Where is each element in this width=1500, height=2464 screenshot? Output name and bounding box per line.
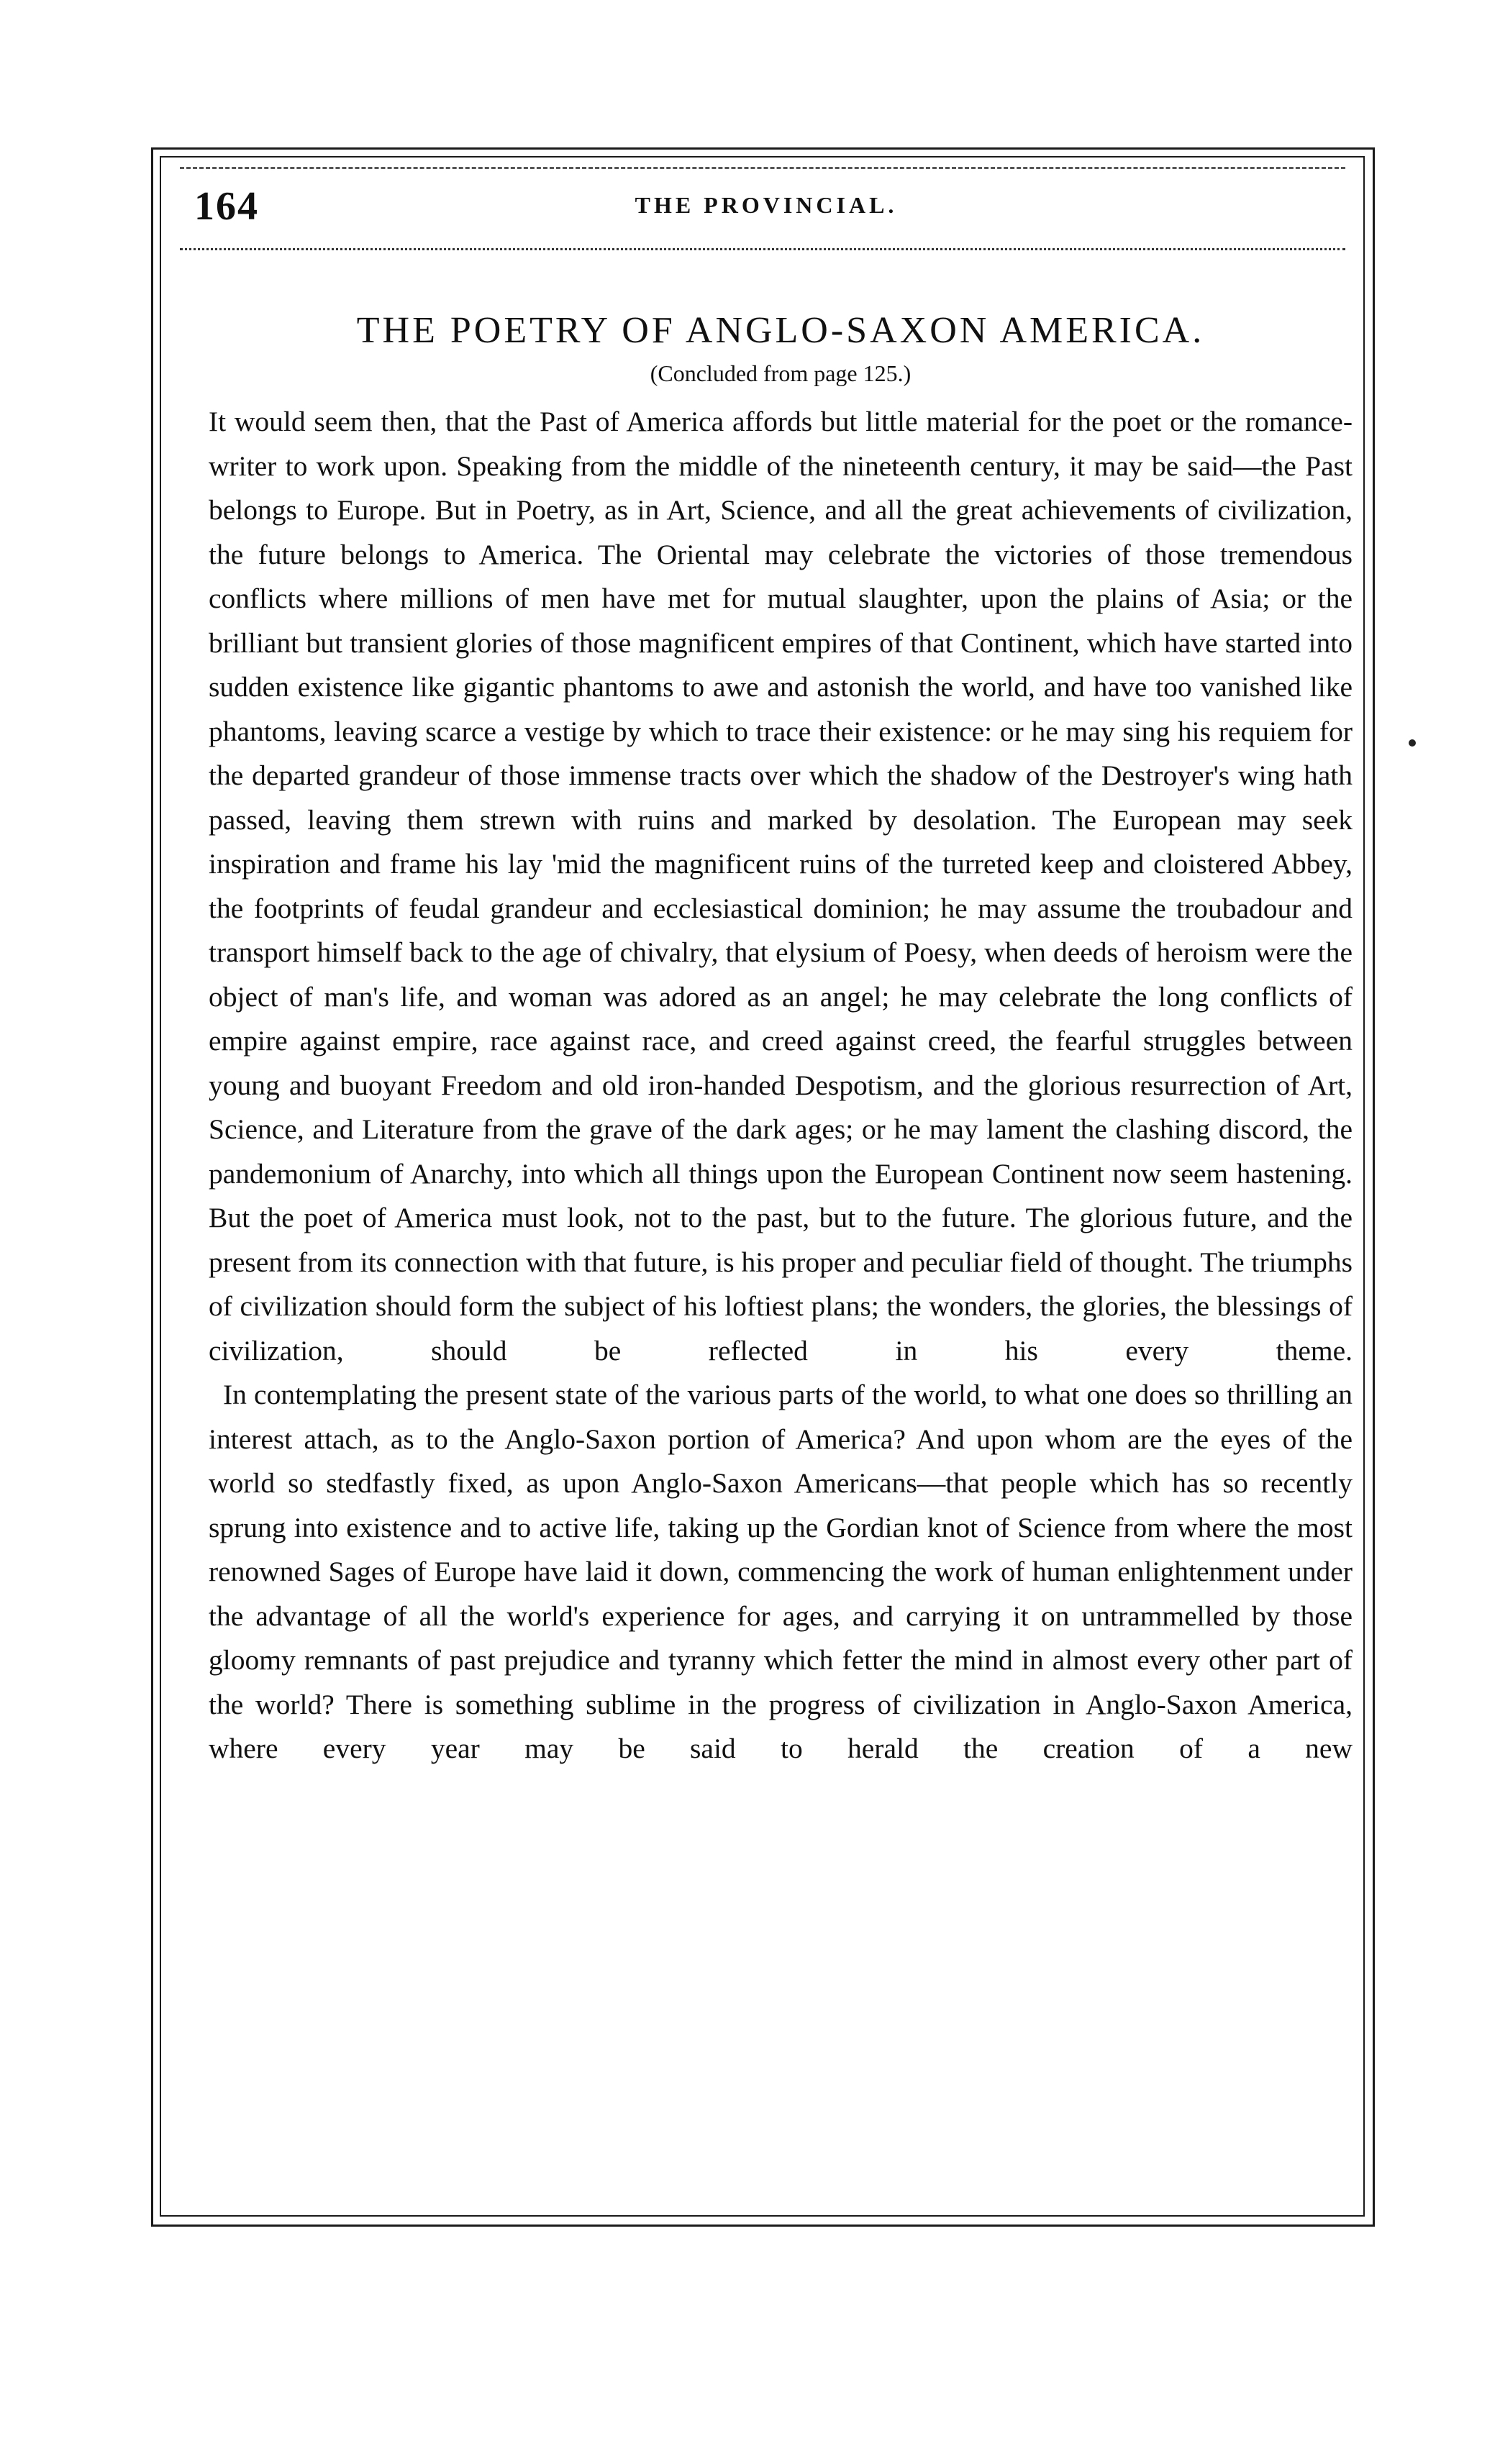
head-rule: [180, 248, 1345, 250]
paragraph-2: In contemplating the present state of the various parts of the world, to what one does so thrilling an interest attach, as to the Anglo-Saxon portion of America? And upon whom are the eyes of the world so stedfastly fixed, as upon Anglo-Saxon Americans—that people which has so recently sprung into existence and to active life, taking up the Gordian knot of Science from where the most renowned Sages of Europe have laid it down, commencing the work of human enlightenment under the advantage of all the world's experience for ages, and carrying it on untrammelled by those gloomy remnants of past prejudice and tyranny which fetter the mind in almost every other part of the world? There is something sublime in the progress of civilization in Anglo-Saxon America, where every year may be said to herald the creation of a new: [209, 1379, 1353, 1764]
paragraph-1: It would seem then, that the Past of America affords but little material for the poet or the romance-writer to work upon. Speaking from the middle of the nineteenth century, it may be said—the Past belongs to Europe. But in Poetry, as in Art, Science, and all the great achievements of civilization, the future belongs to America. The Oriental may celebrate the victories of those tremendous conflicts where millions of men have met for mutual slaughter, upon the plains of Asia; or the brilliant but transient glories of those magnificent empires of that Continent, which have started into sudden existence like gigantic phantoms to awe and astonish the world, and have too vanished like phantoms, leaving scarce a vestige by which to trace their existence: or he may sing his requiem for the departed grandeur of those immense tracts over which the shadow of the Destroyer's wing hath passed, leaving them strewn with ruins and marked by desolation. The European may seek inspiration and frame his lay 'mid the magnificent ruins of the turreted keep and cloistered Abbey, the footprints of feudal grandeur and ecclesiastical dominion; he may assume the troubadour and transport himself back to the age of chivalry, that elysium of Poesy, when deeds of heroism were the object of man's life, and woman was adored as an angel; he may celebrate the long conflicts of empire against empire, race against race, and creed against creed, the fearful struggles between young and buoyant Freedom and old iron-handed Despotism, and the glorious resurrection of Art, Science, and Literature from the grave of the dark ages; or he may lament the clashing discord, the pandemonium of Anarchy, into which all things upon the European Continent now seem hastening. But the poet of America must look, not to the past, but to the future. The glorious future, and the present from its connection with that future, is his proper and peculiar field of thought. The triumphs of civilization should form the subject of his loftiest plans; the wonders, the glories, the blessings of civilization, should be reflected in his every theme.: [209, 406, 1353, 1366]
margin-mark: [1409, 739, 1416, 747]
page-number: 164: [194, 184, 259, 229]
article-title: THE POETRY OF ANGLO-SAXON AMERICA.: [356, 310, 1205, 351]
article-subtitle: (Concluded from page 125.): [650, 360, 912, 386]
running-head: [187, 183, 1345, 234]
running-title: THE PROVINCIAL.: [635, 192, 898, 218]
article: [209, 309, 1353, 1771]
